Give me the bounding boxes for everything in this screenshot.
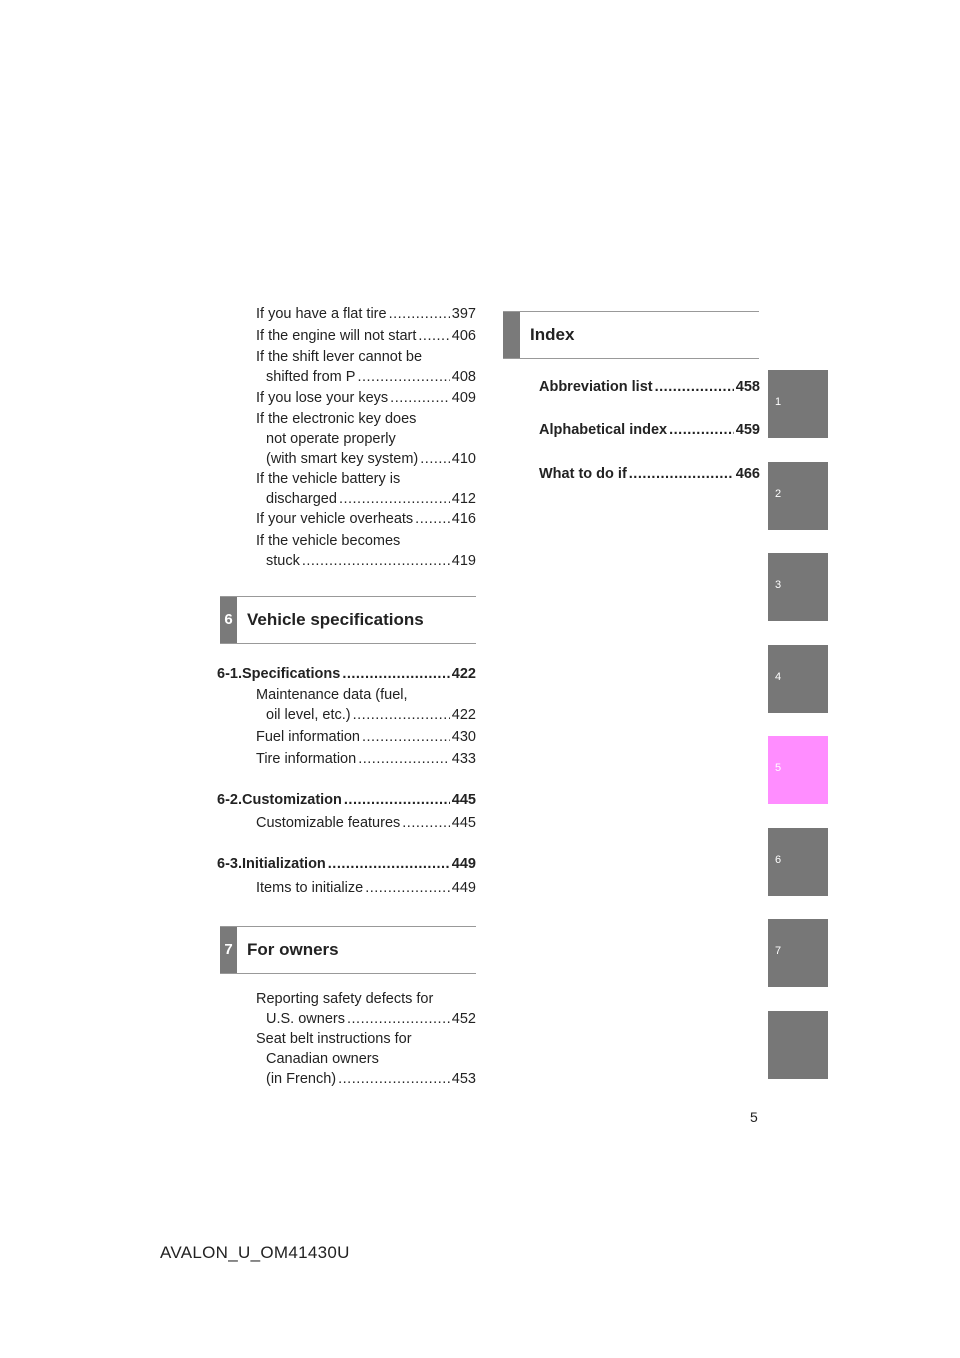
page-ref: 410 <box>451 451 476 467</box>
group-code: 6-3. <box>217 856 242 872</box>
tab-label: 7 <box>775 945 782 957</box>
toc-group-6-1[interactable]: 6-1. Specifications ..... 422 <box>217 664 476 684</box>
toc-group-6-2[interactable]: 6-2. Customization ..... 445 <box>217 790 476 810</box>
page-ref: 449 <box>451 880 476 896</box>
section-header-7[interactable] <box>220 926 476 974</box>
toc-entry-maintenance-data[interactable]: Maintenance data (fuel, oil level, etc.) ..... 422 <box>256 685 476 725</box>
tab-label: 5 <box>775 762 782 774</box>
toc-entry-items-to-initialize[interactable]: Items to initialize ..... 449 <box>256 878 476 898</box>
chapter-tab-3[interactable] <box>768 553 828 621</box>
page-ref: 422 <box>451 666 476 682</box>
toc-entry-lose-keys[interactable]: If you lose your keys ..... 409 <box>256 388 476 408</box>
toc-entry-tire-information[interactable]: Tire information ..... 433 <box>256 749 476 769</box>
section-title-index: Index <box>530 325 575 344</box>
toc-entry-shift-lever[interactable]: If the shift lever cannot be shifted from P ..... 408 <box>256 347 476 387</box>
chapter-tab-6[interactable] <box>768 828 828 896</box>
group-code: 6-1. <box>217 666 242 682</box>
toc-entry-customizable-features[interactable]: Customizable features ..... 445 <box>256 813 476 833</box>
section-header-6[interactable] <box>220 596 476 644</box>
document-code: AVALON_U_OM41430U <box>160 1243 350 1262</box>
page-ref: 459 <box>735 422 760 438</box>
tab-label: 4 <box>775 671 782 683</box>
page-ref: 466 <box>735 466 760 482</box>
section-number-7: 7 <box>220 927 237 973</box>
toc-entry-flat-tire[interactable]: If you have a flat tire ..... 397 <box>256 304 476 324</box>
tab-label: 6 <box>775 854 782 866</box>
page-ref: 452 <box>451 1011 476 1027</box>
page-ref: 430 <box>451 729 476 745</box>
page-ref: 406 <box>451 328 476 344</box>
page-ref: 412 <box>451 491 476 507</box>
tab-label: 3 <box>775 579 782 591</box>
toc-entry-battery[interactable]: If the vehicle battery is discharged ..... 412 <box>256 469 476 509</box>
page-ref: 409 <box>451 390 476 406</box>
toc-entry-overheats[interactable]: If your vehicle overheats ..... 416 <box>256 509 476 529</box>
tab-label: 1 <box>775 396 782 408</box>
page-ref: 422 <box>451 707 476 723</box>
toc-entry-stuck[interactable]: If the vehicle becomes stuck ..... 419 <box>256 531 476 571</box>
toc-entry-seat-belt-instructions[interactable]: Seat belt instructions for Canadian owners (in French) ..... 453 <box>256 1029 476 1089</box>
page-ref: 408 <box>451 369 476 385</box>
toc-group-6-3[interactable]: 6-3. Initialization ..... 449 <box>217 854 476 874</box>
toc-entry-what-to-do-if[interactable]: What to do if ..... 466 <box>539 464 760 484</box>
chapter-tab-index[interactable] <box>768 1011 828 1079</box>
page-ref: 445 <box>451 792 476 808</box>
page-ref: 397 <box>451 306 476 322</box>
group-code: 6-2. <box>217 792 242 808</box>
toc-entry-electronic-key[interactable]: If the electronic key does not operate properly (with smart key system) ..... 410 <box>256 409 476 469</box>
page-number: 5 <box>750 1109 758 1125</box>
section-marker-index <box>503 312 520 358</box>
chapter-tab-1[interactable] <box>768 370 828 438</box>
page-ref: 445 <box>451 815 476 831</box>
section-title-6: Vehicle specifications <box>247 610 424 629</box>
section-number-6: 6 <box>220 597 237 643</box>
toc-entry-reporting-safety-defects[interactable]: Reporting safety defects for U.S. owners ..... 452 <box>256 989 476 1029</box>
page-ref: 453 <box>451 1071 476 1087</box>
chapter-tab-5[interactable] <box>768 736 828 804</box>
toc-entry-alphabetical-index[interactable]: Alphabetical index ..... 459 <box>539 420 760 440</box>
toc-entry-fuel-information[interactable]: Fuel information ..... 430 <box>256 727 476 747</box>
chapter-tab-4[interactable] <box>768 645 828 713</box>
toc-entry-abbreviation-list[interactable]: Abbreviation list ..... 458 <box>539 377 760 397</box>
page-ref: 419 <box>451 553 476 569</box>
toc-entry-engine-not-start[interactable]: If the engine will not start ..... 406 <box>256 326 476 346</box>
chapter-tab-2[interactable] <box>768 462 828 530</box>
page-ref: 458 <box>735 379 760 395</box>
tab-label: 2 <box>775 488 782 500</box>
chapter-tab-7[interactable] <box>768 919 828 987</box>
section-header-index[interactable] <box>503 311 759 359</box>
page-ref: 416 <box>451 511 476 527</box>
page-ref: 433 <box>451 751 476 767</box>
page-ref: 449 <box>451 856 476 872</box>
section-title-7: For owners <box>247 940 339 959</box>
